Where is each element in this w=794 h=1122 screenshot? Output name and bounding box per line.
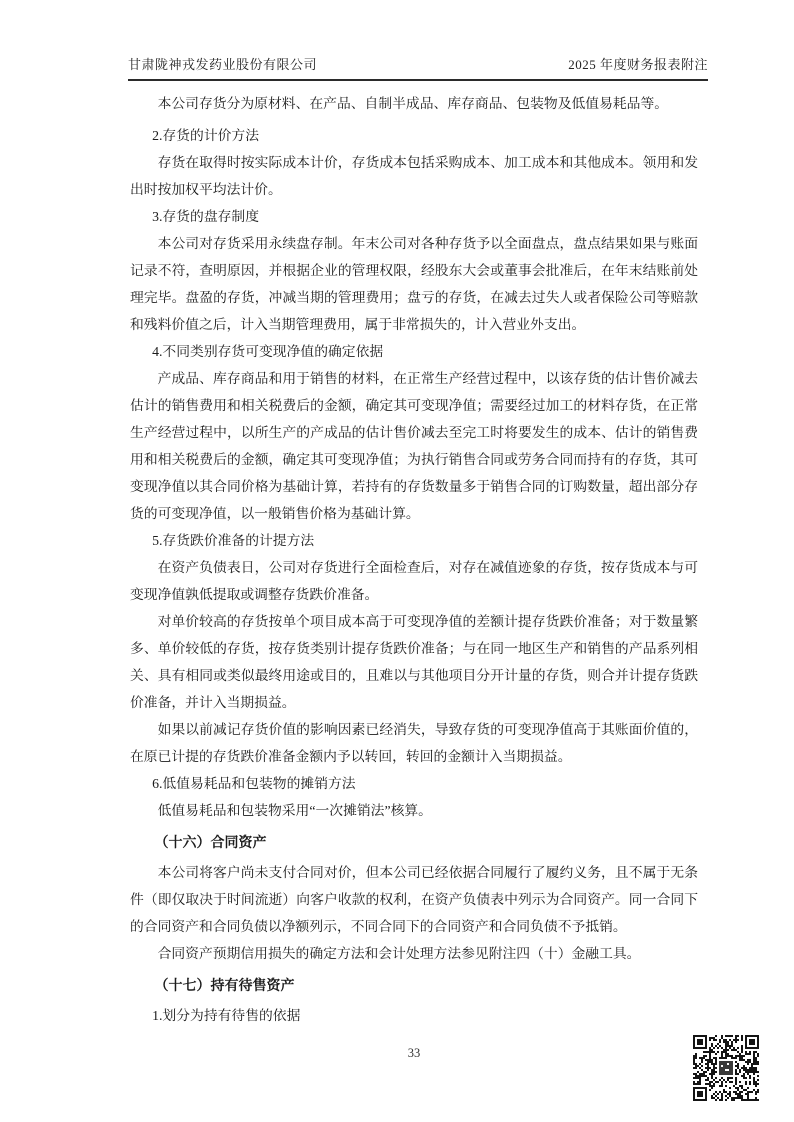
qr-code-icon [692, 1034, 761, 1103]
header-report-title: 2025 年度财务报表附注 [568, 57, 708, 72]
paragraph: 3.存货的盘存制度 [152, 209, 260, 224]
paragraph: 产成品、库存商品和用于销售的材料，在正常生产经营过程中，以该存货的估计售价减去估计的销售费用和相关税费后的金额，确定其可变现净值；需要经过加工的材料存货，在正常生产经营过程中，以所生产的产成品的估计售价减去至完工时将要发生的成本、估计的销售费用和相关税费后的金额，确定其可变现净值；为执行销售合同或劳务合同而持有的存货，其可变现净值以其合同价格为基础计算，若持有的存货数量多于销售合同的订购数量，超出部分存货的可变现净值，以一般销售价格为基础计算。 [130, 371, 698, 521]
paragraph: 本公司对存货采用永续盘存制。年末公司对各种存货予以全面盘点，盘点结果如果与账面记录不符，查明原因，并根据企业的管理权限，经股东大会或董事会批准后，在年末结账前处理完毕。盘盈的存货，冲减当期的管理费用；盘亏的存货，在减去过失人或者保险公司等赔款和残料价值之后，计入当期管理费用，属于非常损失的，计入营业外支出。 [130, 236, 698, 332]
page-header [128, 54, 708, 81]
paragraph: 合同资产预期信用损失的确定方法和会计处理方法参见附注四（十）金融工具。 [157, 946, 641, 961]
page-number: 33 [407, 1046, 421, 1060]
paragraph: 本公司将客户尚未支付合同对价，但本公司已经依据合同履行了履约义务，且不属于无条件（即仅取决于时间流逝）向客户收款的权利，在资产负债表中列示为合同资产。同一合同下的合同资产和合同负债以净额列示，不同合同下的合同资产和合同负债不予抵销。 [130, 865, 698, 934]
document-body [130, 90, 698, 1029]
paragraph: 5.存货跌价准备的计提方法 [152, 533, 315, 548]
section-heading: （十六）合同资产 [154, 836, 267, 851]
paragraph: 本公司存货分为原材料、在产品、自制半成品、库存商品、包装物及低值易耗品等。 [157, 96, 669, 111]
paragraph: 2.存货的计价方法 [152, 128, 260, 143]
header-company-name: 甘肃陇神戎发药业股份有限公司 [128, 57, 318, 72]
paragraph: 1.划分为持有待售的依据 [152, 1008, 301, 1023]
paragraph: 如果以前减记存货价值的影响因素已经消失，导致存货的可变现净值高于其账面价值的，在原已计提的存货跌价准备金额内予以转回，转回的金额计入当期损益。 [130, 722, 698, 764]
paragraph: 对单价较高的存货按单个项目成本高于可变现净值的差额计提存货跌价准备；对于数量繁多、单价较低的存货，按存货类别计提存货跌价准备；与在同一地区生产和销售的产品系列相关、具有相同或类似最终用途或目的，且难以与其他项目分开计量的存货，则合并计提存货跌价准备，并计入当期损益。 [130, 614, 698, 710]
paragraph: 低值易耗品和包装物采用“一次摊销法”核算。 [157, 803, 432, 818]
section-heading: （十七）持有待售资产 [154, 979, 295, 994]
paragraph: 4.不同类别存货可变现净值的确定依据 [152, 344, 384, 359]
paragraph: 在资产负债表日，公司对存货进行全面检查后，对存在减值迹象的存货，按存货成本与可变现净值孰低提取或调整存货跌价准备。 [130, 560, 698, 602]
paragraph: 存货在取得时按实际成本计价，存货成本包括采购成本、加工成本和其他成本。领用和发出时按加权平均法计价。 [130, 155, 698, 197]
paragraph: 6.低值易耗品和包装物的摊销方法 [152, 776, 356, 791]
